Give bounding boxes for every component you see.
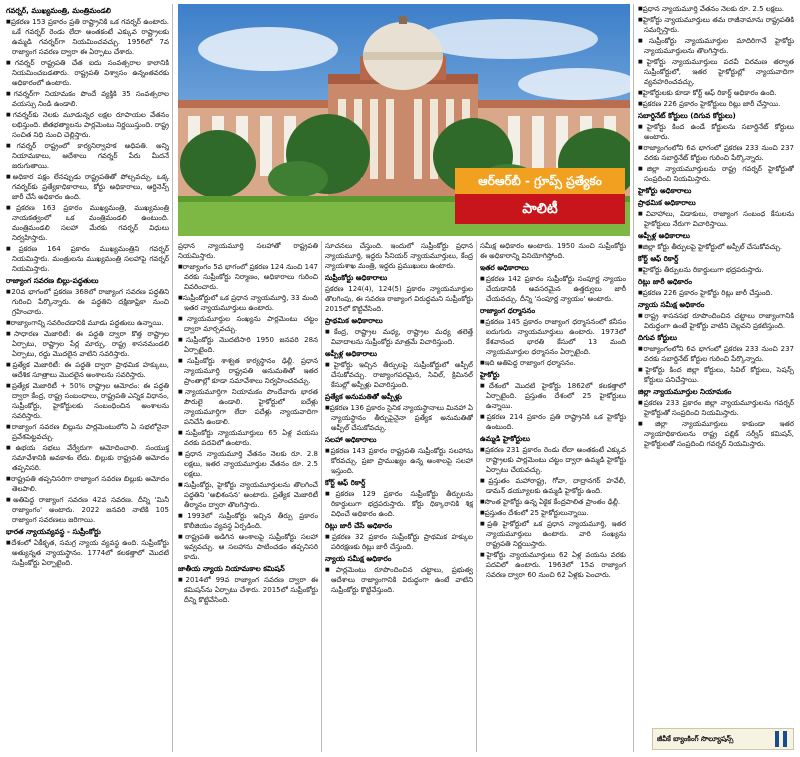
article-label (455, 168, 625, 228)
paragraph: ■ హైకోర్టు కింద ఉండే కోర్టులను సబార్డినేట్‌ కోర్టులు అంటారు. (638, 122, 794, 142)
paragraph: ■ ప్రకరణ 231 ప్రకారం రెండు లేదా అంతకంటే ఎక్కువ రాష్ట్రాలకు పార్లమెంటు చట్టం ద్వారా ఉమ్మడి హైకోర్టు ఏర్పాటు చేయవచ్చు. (480, 445, 626, 475)
paragraph: ■ దేశంలో ఏకీకృత, సమగ్ర న్యాయ వ్యవస్థ ఉంది. సుప్రీంకోర్టు అత్యున్నత న్యాయస్థానం. 1774లో కలకత్తాలో మొదటి సుప్రీంకోర్టు ఏర్పాటైంది. (6, 538, 169, 568)
paragraph: ■ హైకోర్టు న్యాయమూర్తులు 62 ఏళ్ల వయసు వరకు పదవిలో ఉంటారు. 1963లో 15వ రాజ్యాంగ సవరణ ద్వారా 60 నుంచి 62 ఏళ్లకు పెంచారు. (480, 550, 626, 580)
paragraph: ■ ప్రకరణ 32 ప్రకారం సుప్రీంకోర్టు ప్రాథమిక హక్కుల పరిరక్షణకు రిట్లు జారీ చేస్తుంది. (325, 532, 473, 552)
paragraph: ■ జిల్లా న్యాయమూర్తులను రాష్ట్ర గవర్నర్‌ హైకోర్టుతో సంప్రదించి నియమిస్తారు. (638, 164, 794, 184)
paragraph: ■ ప్రకరణ 226 ప్రకారం హైకోర్టులు రిట్లు జారీ చేస్తాయి. (638, 99, 794, 109)
paragraph: ■ సుప్రీంకోర్టు న్యాయమూర్తులు 65 ఏళ్ల వయసు వరకు పదవిలో ఉంటారు. (178, 428, 318, 448)
paragraph: ■ సుప్రీంకోర్టులో ఒక ప్రధాన న్యాయమూర్తి, 33 మంది ఇతర న్యాయమూర్తులు ఉంటారు. (178, 293, 318, 313)
paragraph: ■ రాజ్యాంగంలోని 6వ భాగంలో ప్రకరణ 233 నుంచి 237 వరకు సబార్డినేట్‌ కోర్టుల గురించి పేర్కొన్నారు. (638, 344, 794, 364)
author-credit-bar (652, 728, 794, 750)
paragraph: ■ రాజ్యాంగంలోని 6వ భాగంలో ప్రకరణ 233 నుంచి 237 వరకు సబార్డినేట్‌ కోర్టుల గురించి పేర్కొన్నారు. (638, 143, 794, 163)
paragraph: ■ రాష్ట్రపతి అడిగిన అంశాలపై సుప్రీంకోర్టు సలహా ఇవ్వవచ్చు. ఆ సలహాను పాటించడం తప్పనిసరి కాదు. (178, 532, 318, 562)
paragraph: ■ ప్రతి హైకోర్టులో ఒక ప్రధాన న్యాయమూర్తి, ఇతర న్యాయమూర్తులు ఉంటారు. వారి సంఖ్యను రాష్ట్రపతి నిర్ణయిస్తారు. (480, 519, 626, 549)
paragraph: ■ ప్రకరణ 153 ప్రకారం ప్రతి రాష్ట్రానికి ఒక గవర్నర్‌ ఉంటారు. ఒకే గవర్నర్‌ రెండు లేదా అంతకంటే ఎక్కువ రాష్ట్రాలకు ఉమ్మడి గవర్నర్‌గా నియమించవచ్చు. 1956లో 7వ రాజ్యాంగ సవరణ ద్వారా ఈ ఏర్పాటు చేశారు. (6, 17, 169, 57)
section-heading: సుప్రీంకోర్టు అధికారాలు (325, 273, 388, 282)
paragraph: ■ రాజ్యాంగం 5వ భాగంలో ప్రకరణ 124 నుంచి 147 వరకు సుప్రీంకోర్టు నిర్మాణం, అధికారాలు గురించి వివరించారు. (178, 262, 318, 292)
section-heading: రిట్లు జారీ అధికారం (638, 277, 693, 286)
paragraph: ■ సుప్రీంకోర్టు మొదటిసారి 1950 జనవరి 28న ఏర్పాటైంది. (178, 335, 318, 355)
section-heading: జాతీయ న్యాయ నియామకాల కమిషన్‌ (178, 564, 285, 573)
paragraph: ప్రకరణ 124(4), 124(5) ప్రకారం న్యాయమూర్తుల తొలగింపు, ఈ సవరణ రాజ్యాంగ విరుద్ధమని సుప్రీంకోర్టు 2015లో కొట్టివేసింది. (325, 285, 473, 313)
paragraph: ■ సొంత హైకోర్టు ఉన్న ఏకైక కేంద్రపాలిత ప్రాంతం ఢిల్లీ. (480, 497, 626, 507)
paragraph: ■ గవర్నర్‌కు నెలకు మూడున్నర లక్షల రూపాయల వేతనం లభిస్తుంది. జీతభత్యాలను పార్లమెంటు నిర్ణయిస్తుంది. రాష్ట్ర సంచిత నిధి నుంచి చెల్లిస్తారు. (6, 110, 169, 140)
paragraph: ■ ప్రధాన న్యాయమూర్తి వేతనం నెలకు రూ. 2.8 లక్షలు, ఇతర న్యాయమూర్తుల వేతనం రూ. 2.5 లక్షలు. (178, 449, 318, 479)
paragraph: ■ హైకోర్టు ఇచ్చిన తీర్పులపై సుప్రీంకోర్టులో అప్పీల్‌ చేసుకోవచ్చు. రాజ్యాంగపరమైన, సివిల్‌, క్రిమినల్‌ కేసుల్లో అప్పీళ్లు విచారిస్తుంది. (325, 360, 473, 390)
paragraph: ■ సుప్రీంకోర్టు శాశ్వత కార్యస్థానం ఢిల్లీ. ప్రధాన న్యాయమూర్తి రాష్ట్రపతి అనుమతితో ఇతర ప్రాంతాల్లో కూడా సమావేశాలు నిర్వహించవచ్చు. (178, 356, 318, 386)
paragraph: ■ ప్రకరణ 145 ప్రకారం రాజ్యాంగ ధర్మాసనంలో కనీసం ఐదుగురు న్యాయమూర్తులు ఉంటారు. 1973లో కేశవానంద భారతి కేసులో 13 మంది న్యాయమూర్తుల ధర్మాసనం ఏర్పాటైంది. (480, 317, 626, 357)
paragraph: ■ జిల్లా న్యాయమూర్తులు కాకుండా ఇతర న్యాయాధికారులను రాష్ట్ర పబ్లిక్‌ సర్వీస్‌ కమిషన్‌, హైకోర్టులతో సంప్రదించి గవర్నర్‌ నియమిస్తారు. (638, 419, 794, 449)
subject-label: పాలిటీ (455, 194, 625, 224)
paragraph: ■ గవర్నర్‌గా నియామకం పొందే వ్యక్తికి 35 సంవత్సరాల వయస్సు నిండి ఉండాలి. (6, 89, 169, 109)
section-heading: ప్రాథమిక అధికారాలు (325, 316, 383, 325)
paragraph: ■ అధికార పక్షం లేనప్పుడు రాష్ట్రపతితో పోల్చవచ్చు. ఒక్క గవర్నర్‌కు ప్రత్యేకాధికారాలు, కోర్టు అధికారాలు, ఆర్డినెన్స్‌ జారీ చేసే అధికారం ఉంది. (6, 172, 169, 202)
paragraph: ■ ప్రస్తుతం దేశంలో 25 హైకోర్టులున్నాయి. (480, 508, 626, 518)
paragraph: ■ హైకోర్టులకు కూడా కోర్ట్‌ ఆఫ్‌ రికార్డ్‌ అధికారం ఉంది. (638, 88, 794, 98)
section-heading: కోర్ట్‌ ఆఫ్‌ రికార్డ్‌ (638, 254, 679, 263)
paragraph: ■ కేంద్ర, రాష్ట్రాల మధ్య, రాష్ట్రాల మధ్య తలెత్తే వివాదాలను సుప్రీంకోర్టు మాత్రమే విచారిస్తుంది. (325, 327, 473, 347)
paragraph: ■ గవర్నర్‌ రాష్ట్రపతి చేత ఐదు సంవత్సరాల కాలానికి నియమించబడతారు. రాష్ట్రపతి విశ్వాసం ఉన్నంతవరకు అధికారంలో ఉంటారు. (6, 58, 169, 88)
paragraph: ■ ప్రకరణ 129 ప్రకారం సుప్రీంకోర్టు తీర్పులను రికార్డులుగా భద్రపరుస్తారు. కోర్టు ధిక్కారానికి శిక్ష విధించే అధికారం ఉంది. (325, 489, 473, 519)
section-heading: అప్పీళ్ల అధికారాలు (638, 231, 690, 240)
column-5 (638, 4, 794, 724)
paragraph: ■ హైకోర్టు న్యాయమూర్తులు పదవీ విరమణ తర్వాత సుప్రీంకోర్టులో, ఇతర హైకోర్టుల్లో న్యాయవాదిగా వ్యవహరించవచ్చు. (638, 57, 794, 87)
paragraph: ■ రాష్ట్రపతి తప్పనిసరిగా రాజ్యాంగ సవరణ బిల్లుకు ఆమోదం తెలపాలి. (6, 474, 169, 494)
paragraph: ■ సాధారణ మెజారిటీ: ఈ పద్ధతి ద్వారా కొత్త రాష్ట్రాల ఏర్పాటు, రాష్ట్రాల పేర్ల మార్పు, రాష్ట్ర శాసనమండలి ఏర్పాటు, రద్దు మొదలైన వాటిని సవరిస్తారు. (6, 329, 169, 359)
section-heading: ఉమ్మడి హైకోర్టులు (480, 434, 530, 443)
section-heading: జిల్లా న్యాయమూర్తుల నియామకం (638, 387, 732, 396)
paragraph: సమీక్ష అధికారం అంటారు. 1950 నుంచి సుప్రీంకోర్టు ఈ అధికారాన్ని వినియోగిస్తోంది. (480, 242, 626, 260)
decorative-bar (783, 731, 787, 747)
paragraph: ■ హైకోర్టు తీర్పులను రికార్డులుగా భద్రపరుస్తారు. (638, 265, 794, 275)
paragraph: ■ ఉభయ సభలు వేర్వేరుగా ఆమోదించాలి. సంయుక్త సమావేశానికి అవకాశం లేదు. బిల్లుకు రాష్ట్రపతి ఆమోదం తప్పనిసరి. (6, 443, 169, 473)
decorative-bar (775, 731, 779, 747)
paragraph: ■ దేశంలో మొదటి హైకోర్టు 1862లో కలకత్తాలో ఏర్పాటైంది. ప్రస్తుతం దేశంలో 25 హైకోర్టులు ఉన్నాయి. (480, 381, 626, 411)
column-divider (633, 4, 634, 752)
paragraph: ■ ప్రకరణ 142 ప్రకారం సుప్రీంకోర్టు సంపూర్ణ న్యాయం చేయడానికి అవసరమైన ఉత్తర్వులు జారీ చేయవచ్చు. దీన్ని 'సంపూర్ణ న్యాయం' అంటారు. (480, 274, 626, 304)
section-heading: సలహా అధికారాలు (325, 435, 377, 444)
section-heading: రాజ్యాంగ సవరణ బిల్లు-పద్ధతులు (6, 276, 99, 285)
paragraph: ■ సుప్రీంకోర్టు, హైకోర్టు న్యాయమూర్తులను తొలగించే పద్ధతిని 'అభిశంసన' అంటారు. ప్రత్యేక మెజారిటీ తీర్మానం ద్వారా తొలగిస్తారు. (178, 480, 318, 510)
paragraph: ■ ఇది అతిపెద్ద రాజ్యాంగ ధర్మాసనం. (480, 358, 626, 368)
paragraph: ■ ప్రకరణ 136 ప్రకారం సైనిక న్యాయస్థానాలు మినహా ఏ న్యాయస్థానం తీర్పుపైనైనా ప్రత్యేక అనుమతితో అప్పీల్‌ చేసుకోవచ్చు. (325, 403, 473, 433)
category-label: ఆర్‌ఆర్‌బీ - గ్రూప్స్‌ ప్రత్యేకం (455, 168, 625, 194)
section-heading: అప్పీళ్ల అధికారాలు (325, 349, 377, 358)
paragraph: ■ గవర్నర్‌ రాష్ట్రంలో కార్యనిర్వాహక అధిపతి. అన్ని నియామకాలు, ఆదేశాలు గవర్నర్‌ పేరు మీదనే జరుగుతాయి. (6, 141, 169, 171)
paragraph: ■ జిల్లా కోర్టు తీర్పులపై హైకోర్టులో అప్పీల్‌ చేసుకోవచ్చు. (638, 242, 794, 252)
paragraph: ■ రాజ్యాంగాన్ని సవరించడానికి మూడు పద్ధతులు ఉన్నాయి. (6, 318, 169, 328)
paragraph: ■ ప్రత్యేక మెజారిటీ: ఈ పద్ధతి ద్వారా ప్రాథమిక హక్కులు, ఆదేశిక సూత్రాలు మొదలైన అంశాలను సవరిస్తారు. (6, 360, 169, 380)
paragraph: ■ ప్రకరణ 164 ప్రకారం ముఖ్యమంత్రిని గవర్నర్‌ నియమిస్తారు. మంత్రులను ముఖ్యమంత్రి సలహాపై గవర్నర్‌ నియమిస్తారు. (6, 244, 169, 274)
paragraph: ■ ప్రకరణ 163 ప్రకారం ముఖ్యమంత్రి, ముఖ్యమంత్రి నాయకత్వంలో ఒక మంత్రిమండలి ఉంటుంది. మంత్రిమండలి సలహా మేరకు గవర్నర్‌ విధులు నిర్వహిస్తారు. (6, 203, 169, 243)
section-heading: హైకోర్టు (480, 370, 500, 379)
section-heading: హైకోర్టు అధికారాలు (638, 186, 692, 195)
paragraph: ■ ప్రస్తుతం మహారాష్ట్ర, గోవా, దాద్రానగర్‌ హవేలీ, డామన్‌ డయ్యూలకు ఉమ్మడి హైకోర్టు ఉంది. (480, 476, 626, 496)
column-divider (321, 241, 322, 752)
section-heading: భారత న్యాయవ్యవస్థ - సుప్రీంకోర్టు (6, 527, 101, 536)
column-2 (178, 241, 318, 754)
section-heading: గవర్నర్‌, ముఖ్యమంత్రి, మంత్రిమండలి (6, 6, 111, 15)
section-heading: కోర్ట్‌ ఆఫ్‌ రికార్డ్‌ (325, 478, 366, 487)
paragraph: ■ న్యాయమూర్తుల సంఖ్యను పార్లమెంటు చట్టం ద్వారా మార్చవచ్చు. (178, 314, 318, 334)
section-heading: రాజ్యాంగ ధర్మాసనం (480, 306, 536, 315)
paragraph: ■ సుప్రీంకోర్టు న్యాయమూర్తుల మాదిరిగానే హైకోర్టు న్యాయమూర్తులను తొలగిస్తారు. (638, 36, 794, 56)
paragraph: ■ న్యాయమూర్తిగా నియామకం పొందేవారు భారత పౌరులై ఉండాలి. హైకోర్టులో ఐదేళ్లు న్యాయమూర్తిగా లేదా పదేళ్లు న్యాయవాదిగా పనిచేసి ఉండాలి. (178, 387, 318, 427)
column-divider (476, 241, 477, 752)
paragraph: ■ హైకోర్టు న్యాయమూర్తులు తమ రాజీనామాను రాష్ట్రపతికి సమర్పిస్తారు. (638, 15, 794, 35)
paragraph: ■ పార్లమెంటు రూపొందించిన చట్టాలు, ప్రభుత్వ ఆదేశాలు రాజ్యాంగానికి విరుద్ధంగా ఉంటే వాటిని సుప్రీంకోర్టు కొట్టివేస్తుంది. (325, 565, 473, 595)
paragraph: ■ అతిపెద్ద రాజ్యాంగ సవరణ 42వ సవరణ. దీన్ని 'మినీ రాజ్యాంగం' అంటారు. 2022 జనవరి నాటికి 105 రాజ్యాంగ సవరణలు జరిగాయి. (6, 495, 169, 525)
section-heading: దిగువ కోర్టులు (638, 333, 677, 342)
section-heading: ఇతర అధికారాలు (480, 263, 529, 272)
paragraph: ■ 2014లో 99వ రాజ్యాంగ సవరణ ద్వారా ఈ కమిషన్‌ను ఏర్పాటు చేశారు. 2015లో సుప్రీంకోర్టు దీన్ని కొట్టివేసింది. (178, 575, 318, 605)
paragraph: ■ వివాహాలు, విడాకులు, రాజ్యాంగ సంబంధ కేసులను హైకోర్టులు నేరుగా విచారిస్తాయి. (638, 209, 794, 229)
paragraph: ■ ప్రధాన న్యాయమూర్తి వేతనం నెలకు రూ. 2.5 లక్షలు. (638, 4, 794, 14)
paragraph: ■ ప్రకరణ 226 ప్రకారం హైకోర్టు రిట్లు జారీ చేస్తుంది. (638, 288, 794, 298)
paragraph: ■ 1993లో సుప్రీంకోర్టు ఇచ్చిన తీర్పు ప్రకారం కొలీజియం వ్యవస్థ ఏర్పడింది. (178, 511, 318, 531)
section-heading: రిట్లు జారీ చేసే అధికారం (325, 521, 393, 530)
paragraph: ■ ప్రత్యేక మెజారిటీ + 50% రాష్ట్రాల ఆమోదం: ఈ పద్ధతి ద్వారా కేంద్ర, రాష్ట్ర సంబంధాలు, రాష్ట్రపతి ఎన్నిక విధానం, సుప్రీంకోర్టు, హైకోర్టులకు సంబంధించిన అంశాలను సవరిస్తారు. (6, 381, 169, 421)
column-divider (172, 4, 173, 752)
column-1 (6, 4, 169, 754)
paragraph: ■ రాష్ట్ర శాసనసభ రూపొందించిన చట్టాలు రాజ్యాంగానికి విరుద్ధంగా ఉంటే హైకోర్టు వాటిని చెల్లవని ప్రకటిస్తుంది. (638, 311, 794, 331)
paragraph: ప్రధాన న్యాయమూర్తి సలహాతో రాష్ట్రపతి నియమిస్తారు. (178, 242, 318, 260)
section-heading: న్యాయ సమీక్ష అధికారం (325, 554, 392, 563)
paragraph: ■ రాజ్యాంగ సవరణ బిల్లును పార్లమెంటులోని ఏ సభలోనైనా ప్రవేశపెట్టవచ్చు. (6, 422, 169, 442)
paragraph: ■ ప్రకరణ 233 ప్రకారం జిల్లా న్యాయమూర్తులను గవర్నర్‌ హైకోర్టుతో సంప్రదించి నియమిస్తారు. (638, 398, 794, 418)
column-3 (325, 241, 473, 754)
paragraph: ■ ప్రకరణ 143 ప్రకారం రాష్ట్రపతి సుప్రీంకోర్టు సలహాను కోరవచ్చు. ప్రజా ప్రాముఖ్యం ఉన్న అంశాలపై సలహా ఇస్తుంది. (325, 446, 473, 476)
author-credit: జీవీకే బ్యాంకింగ్‌ సొల్యూషన్స్‌ (657, 735, 734, 743)
section-heading: న్యాయ సమీక్ష అధికారం (638, 300, 705, 309)
paragraph: సూచనలు చేస్తుంది. ఇందులో సుప్రీంకోర్టు ప్రధాన న్యాయమూర్తి, ఇద్దరు సీనియర్‌ న్యాయమూర్తులు, కేంద్ర న్యాయశాఖ మంత్రి, ఇద్దరు ప్రముఖులు ఉంటారు. (325, 242, 473, 270)
paragraph: ■ హైకోర్టు కింద జిల్లా కోర్టులు, సివిల్‌ కోర్టులు, సెషన్స్‌ కోర్టులు పనిచేస్తాయి. (638, 365, 794, 385)
paragraph: ■ ప్రకరణ 214 ప్రకారం ప్రతి రాష్ట్రానికి ఒక హైకోర్టు ఉంటుంది. (480, 412, 626, 432)
section-heading: ప్రత్యేక అనుమతితో అప్పీళ్లు (325, 392, 402, 401)
section-heading: సబార్డినేట్‌ కోర్టులు (దిగువ కోర్టులు) (638, 111, 736, 120)
section-heading: ప్రాథమిక అధికారాలు (638, 198, 696, 207)
column-4 (480, 241, 626, 754)
paragraph: ■ 20వ భాగంలో ప్రకరణ 368లో రాజ్యాంగ సవరణ పద్ధతిని గురించి పేర్కొన్నారు. ఈ పద్ధతిని దక్షిణాఫ్రికా నుంచి గ్రహించారు. (6, 287, 169, 317)
